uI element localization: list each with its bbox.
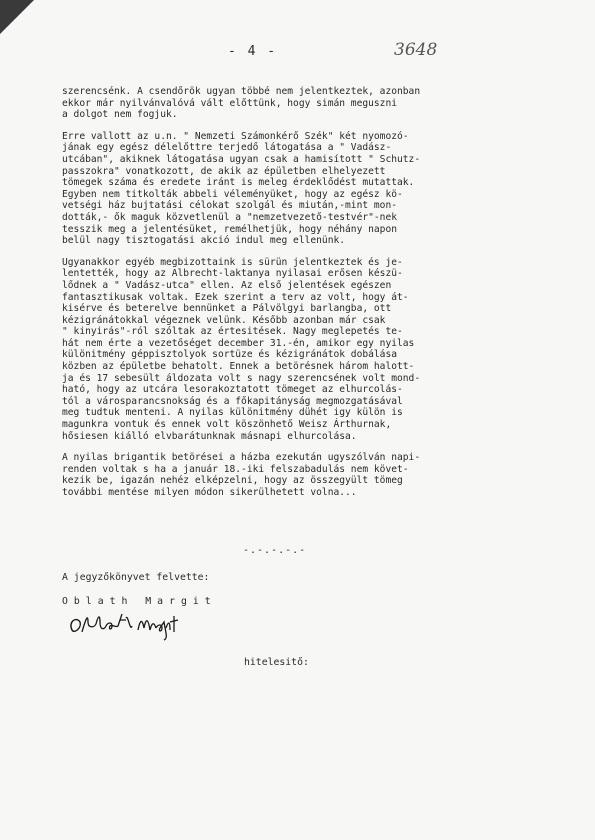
paragraph-2: Erre vallott az u.n. " Nemzeti Számonkérő Szék" két nyomozó- jának egy egész délelőttre terjedő látogatása a " Vadász- utcában", akiknek látogatása ugyan csak a hamisított " Schutz- passzokra" vonatkozott, de akik az épületben elhelyezett tömegek száma és eredete iránt is meleg érdeklődést mutattak. Egyben nem titkolták abbeli véleményüket, hogy az egész kö- vetségi ház bujtatási célokat szolgál és miután,-mint mon- dották,- ők maguk közvetlenül a "nemzetvezető-testvér"-nek tesszik meg a jelentésüket, remélhetjük, hogy néhány napon belül nagy tisztogatási akció indul meg ellenünk. — [62, 130, 421, 247]
paragraph-4: A nyilas brigantik betörései a házba ezekután ugyszólván napi- renden voltak s ha a január 18.-iki felszabadulás nem követ- kezik be, igazán nehéz elképzelni, hogy az összegyült tömeg további mentése milyen módon sikerülhetett volna... — [62, 452, 421, 498]
scan-corner-shadow — [0, 0, 34, 34]
page-number: - 4 - — [228, 44, 278, 59]
signature-drawing — [66, 608, 186, 642]
handwritten-signature — [66, 608, 186, 646]
certifier-label: hitelesitő: — [244, 657, 309, 668]
document-body — [62, 86, 532, 509]
paragraph-3: Ugyanakkor egyéb megbizottaink is sürün jelentkeztek és je- lentették, hogy az Albrecht-laktanya nyilasai erősen készü- lődnek a " Vadász-utca" ellen. Az első jelentések egészen fantasztikusak voltak. Ezek szerint a terv az volt, hogy át- kisérve és beterelve bennünket a Pálvölgyi barlangba, ott kézigránátokkal végeznek velünk. Később azonban már csak " kinyirás"-ról szóltak az értesitések. Nagy meglepetés te- hát nem érte a vezetőséget december 31.-én, amikor egy nyilas különitmény géppisztolyok sortüze és kézigránátok dobálása közben az épületbe behatolt. Ennek a betörésnek három halott- ja és 17 sebesült áldozata volt s nagy szerencsének volt mond- ható, hogy az utcára lesorakoztatott tömeget az elhurcolás- tól a városparancsnokság és a főkapitányság megmozgatásával meg tudtuk menteni. A nyilas különitmény dühét igy külön is magunkra vontuk és ennek volt köszönhető Weisz Árthurnak, hősiesen kiálló elvbarátunknak másnapi elhurcolása. — [62, 256, 421, 442]
section-divider: -.-.-.-.- — [243, 545, 307, 556]
recorder-label: A jegyzőkönyvet felvette: — [62, 572, 210, 583]
recorder-name: Oblath Margit — [62, 596, 217, 607]
archive-number-handwritten: 3648 — [394, 40, 438, 60]
paragraph-1: szerencsénk. A csendőrök ugyan többé nem jelentkeztek, azonban ekkor már nyilvánvalóvá vált előttünk, hogy simán meguszni a dolgot nem fogjuk. — [62, 86, 421, 121]
